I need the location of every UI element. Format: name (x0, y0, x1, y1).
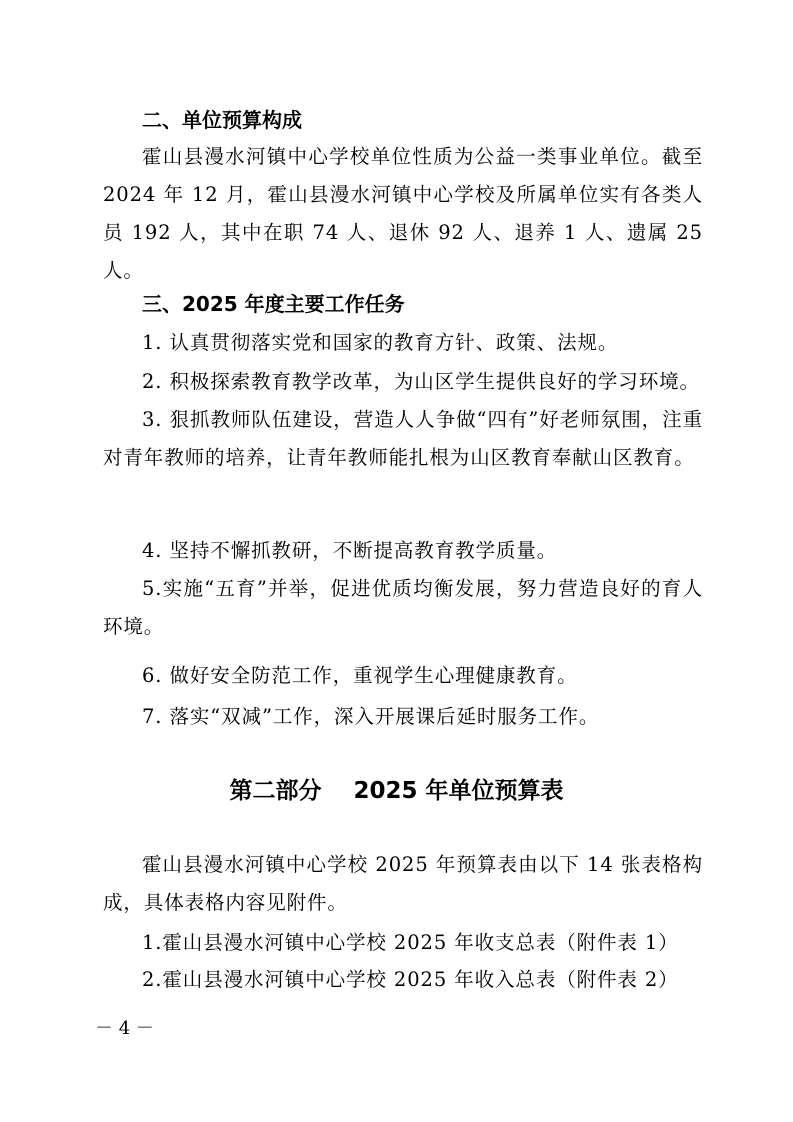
task-item-6: 6. 做好安全防范工作，重视学生心理健康教育。 (142, 664, 578, 687)
unit-budget-paragraph: 霍山县漫水河镇中心学校单位性质为公益一类事业单位。截至 2024 年 12 月，霍山县漫水河镇中心学校及所属单位实有各类人员 192 人，其中在职 74 人、退休 92 人、退养 1 人、遗属 25 人。 (103, 145, 703, 282)
task-item-5: 5.实施“五育”并举，促进优质均衡发展，努力营造良好的育人环境。 (103, 577, 703, 638)
task-item-7: 7. 落实“双减”工作，深入开展课后延时服务工作。 (142, 705, 600, 728)
section-heading-unit-budget: 二、单位预算构成 (142, 108, 302, 132)
task-item-2: 2. 积极探索教育教学改革，为山区学生提供良好的学习环境。 (142, 370, 700, 393)
section-heading-work-tasks: 三、2025 年度主要工作任务 (142, 292, 405, 316)
page-number: － 4 － (95, 1018, 154, 1039)
task-item-4: 4. 坚持不懈抓教研，不断提高教育教学质量。 (142, 539, 558, 562)
task-item-1: 1. 认真贯彻落实党和国家的教育方针、政策、法规。 (142, 331, 619, 354)
task-item-3: 3. 狠抓教师队伍建设，营造人人争做“四有”好老师氛围，注重对青年教师的培养，让青年教师能扎根为山区教育奉献山区教育。 (103, 408, 703, 469)
budget-table-item-2: 2.霍山县漫水河镇中心学校 2025 年收入总表（附件表 2） (142, 968, 679, 991)
part-two-title: 第二部分 2025 年单位预算表 (229, 778, 564, 804)
budget-table-item-1: 1.霍山县漫水河镇中心学校 2025 年收支总表（附件表 1） (142, 931, 679, 954)
budget-tables-intro: 霍山县漫水河镇中心学校 2025 年预算表由以下 14 张表格构成，具体表格内容见附件。 (103, 853, 703, 914)
